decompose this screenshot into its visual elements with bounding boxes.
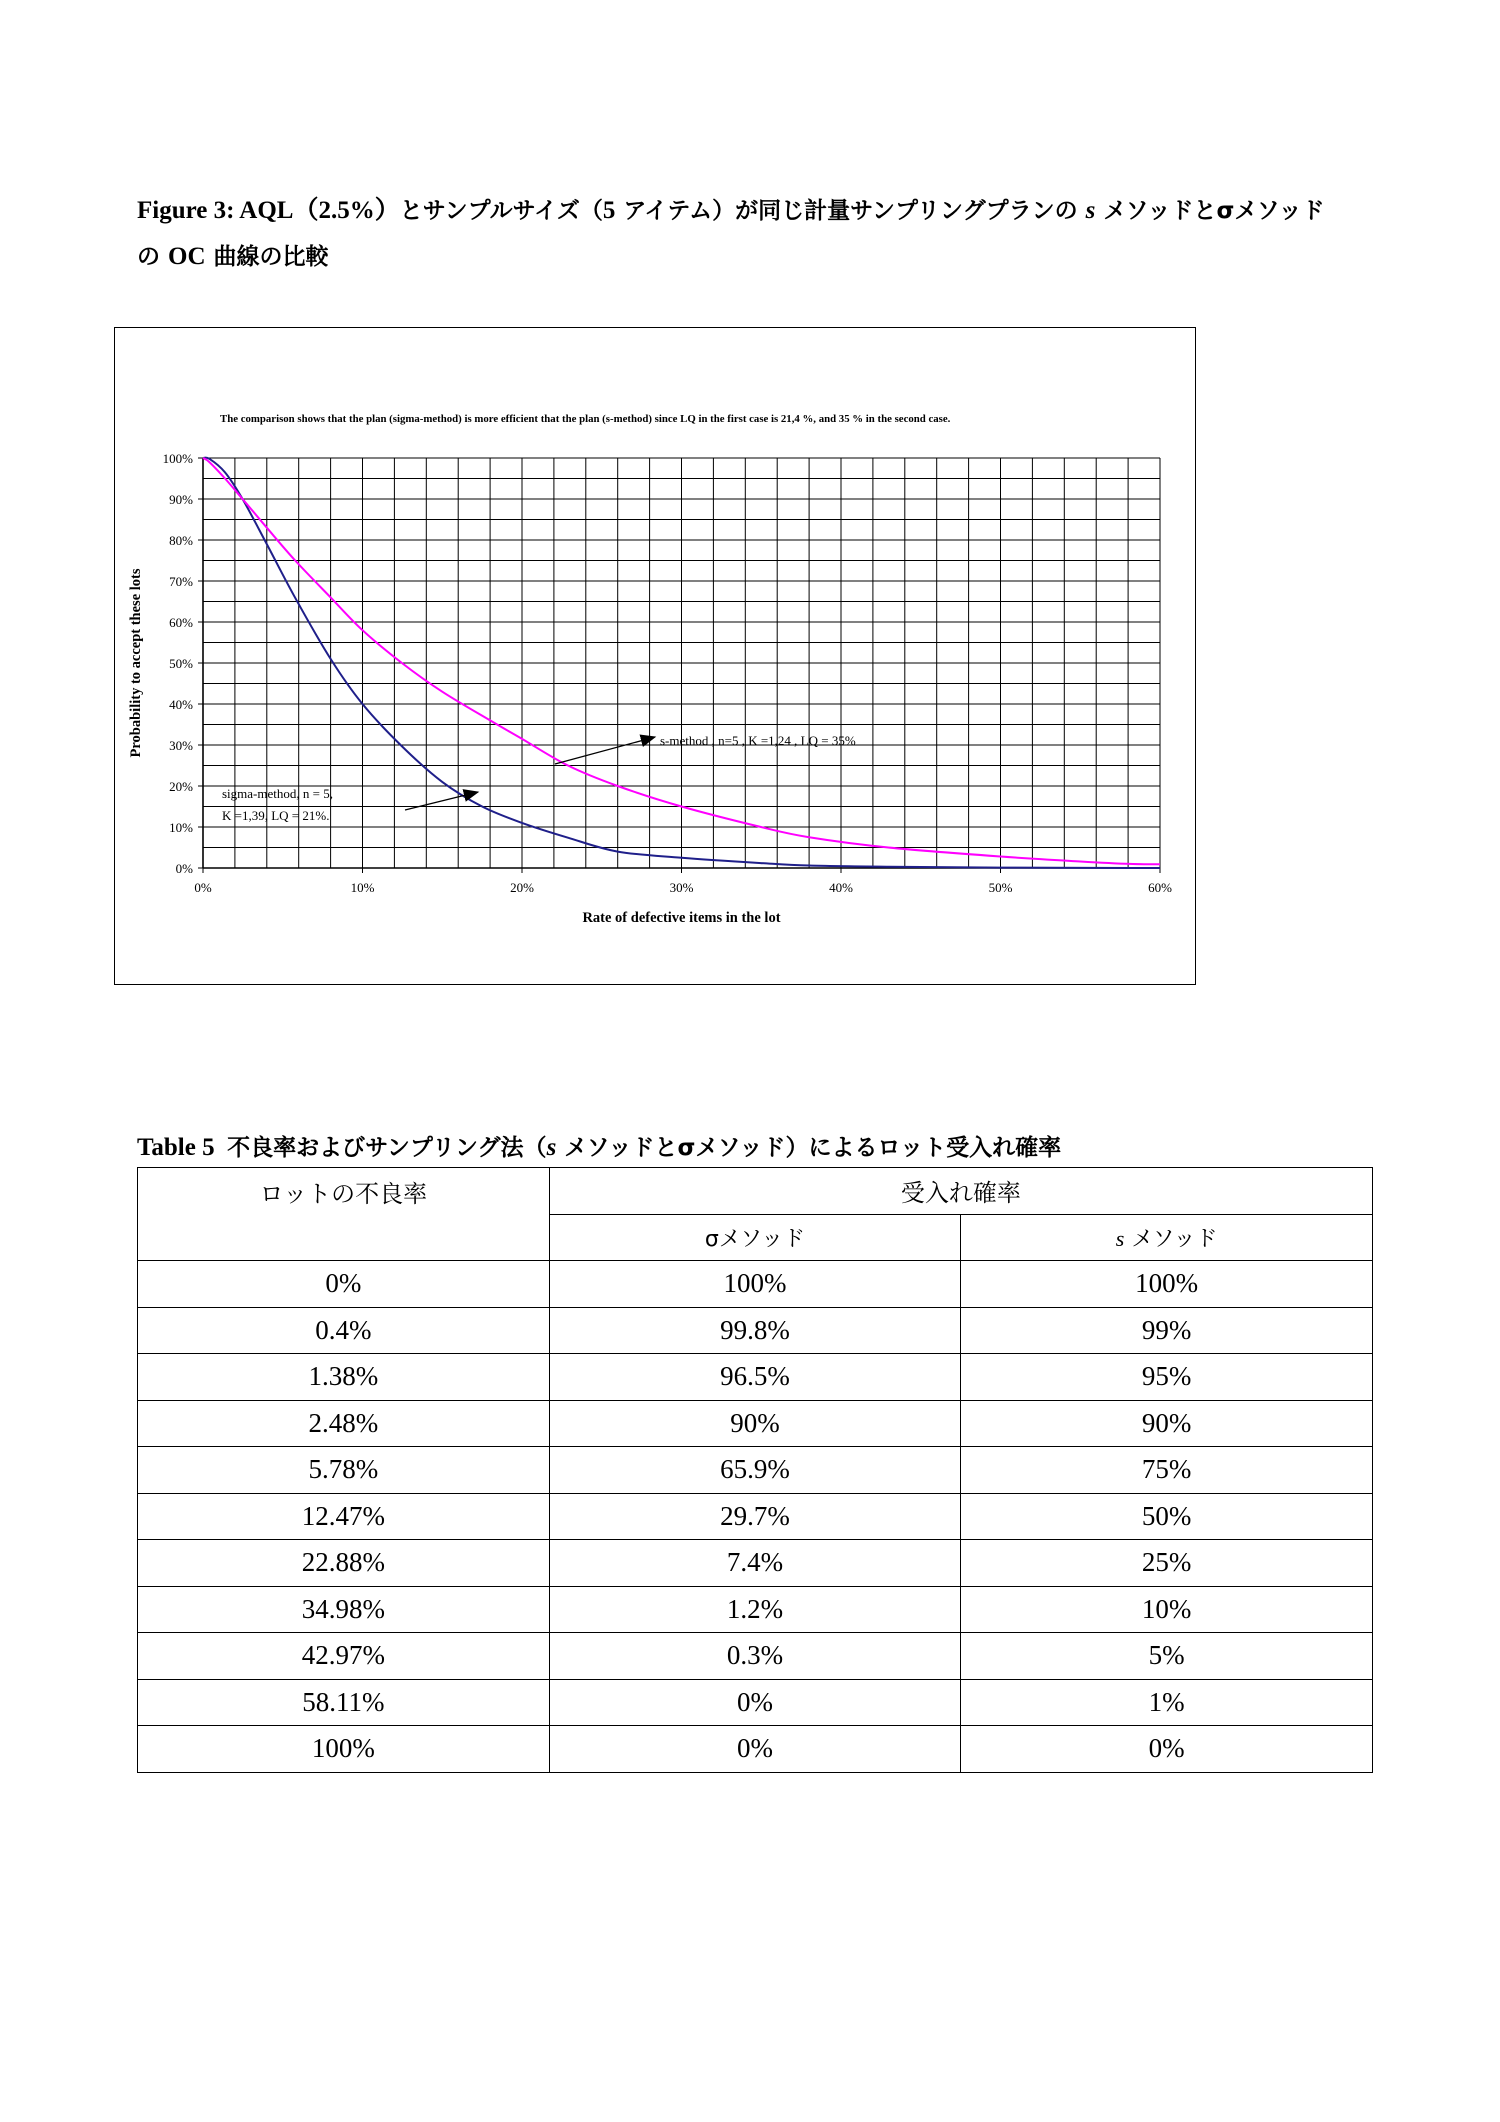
table-row xyxy=(138,1354,1373,1401)
defect-rate-cell: 0% xyxy=(138,1261,550,1308)
table-label: Table 5 xyxy=(137,1134,215,1161)
x-tick-label: 0% xyxy=(194,880,212,895)
sigma-method-cell: 0.3% xyxy=(549,1633,961,1680)
x-tick-label: 50% xyxy=(988,880,1013,895)
sigma-method-cell: 1.2% xyxy=(549,1586,961,1633)
s-method-arrow xyxy=(555,737,655,764)
table-row xyxy=(138,1307,1373,1354)
y-tick-label: 100% xyxy=(162,451,193,466)
y-tick-label: 20% xyxy=(169,779,193,794)
oc-curve-chart xyxy=(115,328,1197,986)
table-row xyxy=(138,1586,1373,1633)
sigma-method-cell: 96.5% xyxy=(549,1354,961,1401)
sigma-method-cell: 29.7% xyxy=(549,1493,961,1540)
defect-rate-cell: 34.98% xyxy=(138,1586,550,1633)
y-tick-label: 40% xyxy=(169,697,193,712)
s-method-cell: 5% xyxy=(961,1633,1373,1680)
s-method-cell: 0% xyxy=(961,1726,1373,1773)
table-body xyxy=(138,1261,1373,1773)
s-method-cell: 99% xyxy=(961,1307,1373,1354)
sigma-method-cell: 0% xyxy=(549,1726,961,1773)
table-row xyxy=(138,1679,1373,1726)
y-tick-label: 30% xyxy=(169,738,193,753)
sigma-method-annotation: sigma-method, n = 5, xyxy=(222,786,333,801)
acceptance-probability-table xyxy=(137,1167,1373,1773)
y-tick-label: 80% xyxy=(169,533,193,548)
x-axis-label: Rate of defective items in the lot xyxy=(582,910,781,926)
y-tick-label: 10% xyxy=(169,820,193,835)
s-method-cell: 100% xyxy=(961,1261,1373,1308)
y-tick-label: 60% xyxy=(169,615,193,630)
x-tick-label: 20% xyxy=(510,880,534,895)
sigma-method-arrow xyxy=(405,792,478,810)
sigma-method-cell: 90% xyxy=(549,1400,961,1447)
s-method-cell: 50% xyxy=(961,1493,1373,1540)
table-row xyxy=(138,1447,1373,1494)
y-axis-label: Probability to accept these lots xyxy=(128,568,144,758)
s-method-cell: 75% xyxy=(961,1447,1373,1494)
y-tick-label: 50% xyxy=(169,656,193,671)
table-row xyxy=(138,1726,1373,1773)
header-sigma-method: σメソッド xyxy=(549,1214,961,1261)
s-method-annotation: s-method , n=5 , K =1,24 , LQ = 35% xyxy=(660,733,856,748)
s-method-cell: 10% xyxy=(961,1586,1373,1633)
sigma-method-cell: 99.8% xyxy=(549,1307,961,1354)
y-tick-label: 70% xyxy=(169,574,193,589)
y-tick-label: 0% xyxy=(175,861,193,876)
defect-rate-cell: 0.4% xyxy=(138,1307,550,1354)
table-row xyxy=(138,1540,1373,1587)
s-method-cell: 90% xyxy=(961,1400,1373,1447)
defect-rate-cell: 42.97% xyxy=(138,1633,550,1680)
figure-caption xyxy=(137,188,1387,280)
chart-title: The comparison shows that the plan (sigma-method) is more efficient that the plan (s-method) since LQ in the first case is 21,4 %, and 35 % in the second case. xyxy=(220,413,951,425)
figure-label: Figure 3: AQL（2.5%） xyxy=(137,197,400,224)
figure-caption-line-2: の OC 曲線の比較 xyxy=(137,243,329,270)
table-row xyxy=(138,1633,1373,1680)
defect-rate-cell: 12.47% xyxy=(138,1493,550,1540)
s-method-cell: 25% xyxy=(961,1540,1373,1587)
s-method-cell: 95% xyxy=(961,1354,1373,1401)
sigma-method-annotation: K =1,39, LQ = 21%. xyxy=(222,808,330,823)
sigma-method-cell: 65.9% xyxy=(549,1447,961,1494)
header-defect-rate: ロットの不良率 xyxy=(138,1168,550,1261)
sigma-method-cell: 0% xyxy=(549,1679,961,1726)
header-acceptance-probability: 受入れ確率 xyxy=(549,1168,1372,1215)
y-tick-label: 90% xyxy=(169,492,193,507)
s-method-cell: 1% xyxy=(961,1679,1373,1726)
defect-rate-cell: 2.48% xyxy=(138,1400,550,1447)
header-s-method: s メソッド xyxy=(961,1214,1373,1261)
table-row xyxy=(138,1400,1373,1447)
defect-rate-cell: 22.88% xyxy=(138,1540,550,1587)
defect-rate-cell: 100% xyxy=(138,1726,550,1773)
sigma-method-cell: 100% xyxy=(549,1261,961,1308)
x-tick-label: 10% xyxy=(350,880,375,895)
defect-rate-cell: 58.11% xyxy=(138,1679,550,1726)
figure-caption-line-1: Figure 3: AQL（2.5%）とサンプルサイズ（5 アイテム）が同じ計量サンプリングプランの s メソッドとσメソッド xyxy=(137,197,1325,224)
chart-frame xyxy=(114,327,1196,985)
defect-rate-cell: 5.78% xyxy=(138,1447,550,1494)
sigma-method-cell: 7.4% xyxy=(549,1540,961,1587)
x-tick-label: 30% xyxy=(669,880,694,895)
table-row xyxy=(138,1493,1373,1540)
x-tick-label: 40% xyxy=(829,880,853,895)
x-tick-label: 60% xyxy=(1148,880,1172,895)
table-row xyxy=(138,1261,1373,1308)
table-caption: Table 5 不良率およびサンプリング法（s メソッドとσメソッド）によるロット受入れ確率 xyxy=(137,1134,1062,1161)
defect-rate-cell: 1.38% xyxy=(138,1354,550,1401)
